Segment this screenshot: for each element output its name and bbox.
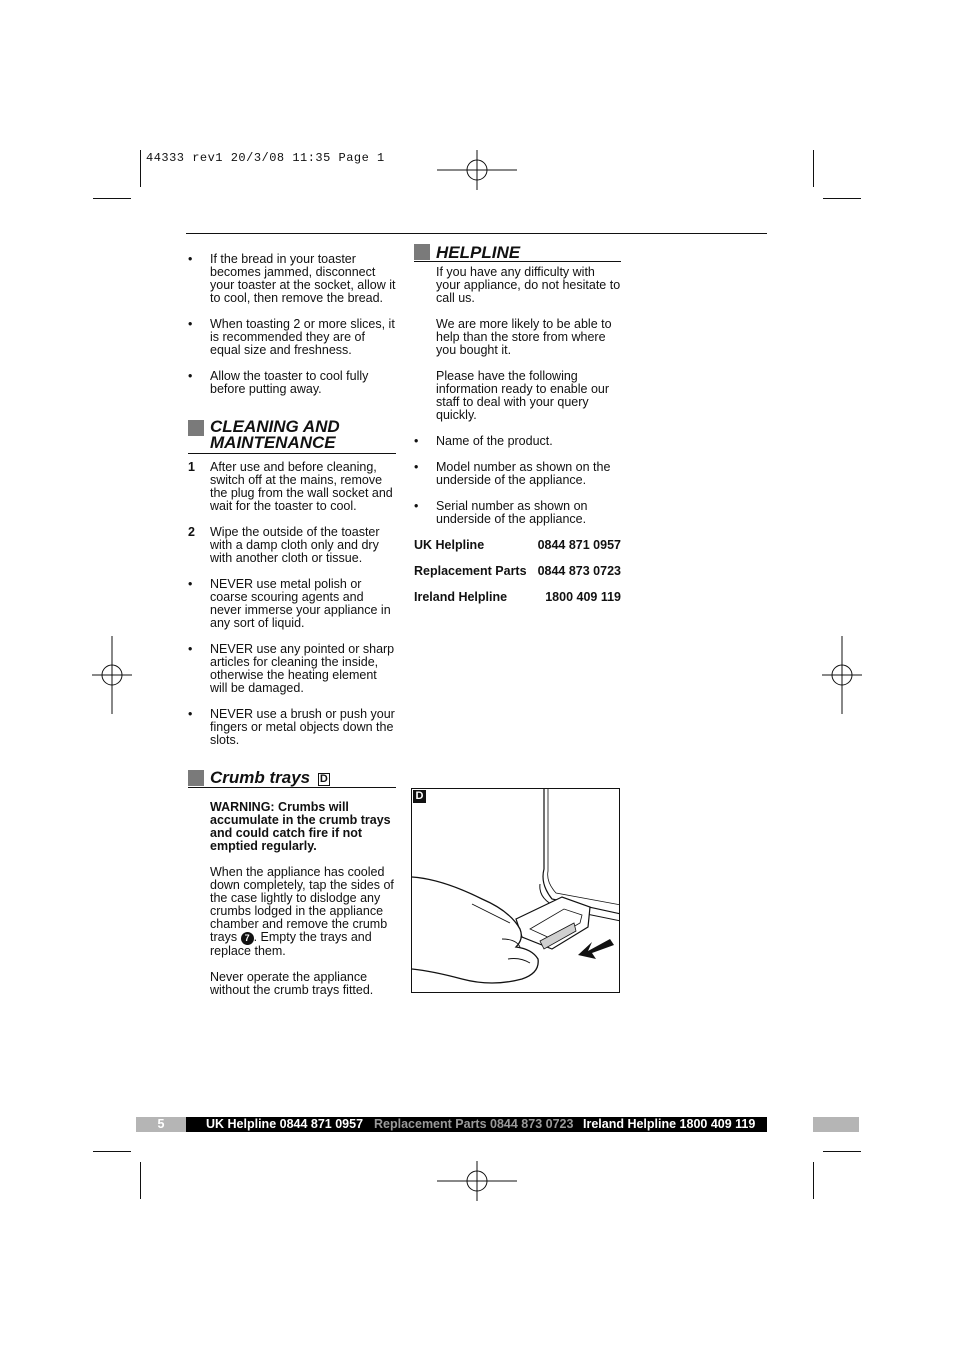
- page-number: 5: [136, 1117, 186, 1132]
- heading-marker: [414, 244, 430, 260]
- crop-mark: [813, 1162, 814, 1199]
- registration-mark-top: [437, 150, 517, 190]
- crop-mark: [823, 1151, 861, 1152]
- section-heading-cleaning: [188, 419, 396, 454]
- helpline-column: [414, 244, 621, 604]
- section-heading-helpline: [414, 244, 621, 262]
- list-item: • When toasting 2 or more slices, it is recommended they are of equal size and freshness.: [188, 317, 395, 357]
- list-item: • NEVER use a brush or push your fingers or metal objects down the slots.: [188, 707, 395, 747]
- heading-marker: [188, 770, 204, 786]
- figure-crumb-tray-removal: [411, 788, 620, 993]
- list-item: • NEVER use metal polish or coarse scouring agents and never immerse your appliance in any sort of liquid.: [188, 577, 391, 630]
- crumb-paragraph: When the appliance has cooled down completely, tap the sides of the case lightly to dislodge any crumbs lodged in the appliance chamber and remove the crumb trays 7 . Empty the trays and replace them.: [210, 865, 394, 958]
- toaster-illustration: [412, 789, 620, 993]
- crop-mark: [93, 198, 131, 199]
- registration-mark-right: [822, 636, 862, 714]
- helpline-number-row: Replacement Parts 0844 873 0723: [414, 564, 621, 578]
- top-rule: [186, 233, 767, 234]
- heading-title: Crumb trays: [210, 768, 311, 787]
- heading-line: MAINTENANCE: [210, 433, 336, 452]
- print-slug: 44333 rev1 20/3/08 11:35 Page 1: [146, 151, 385, 165]
- part-number-badge: 7: [241, 932, 254, 945]
- helpline-paragraph: We are more likely to be able to help than the store from where you bought it.: [436, 317, 612, 357]
- helpline-paragraph: Please have the following information ready to enable our staff to deal with your query quickly.: [436, 369, 610, 422]
- crumb-warning: WARNING: Crumbs will accumulate in the crumb trays and could catch fire if not emptied regularly.: [210, 800, 391, 853]
- left-column: [188, 253, 396, 997]
- list-item: • If the bread in your toaster becomes jammed, disconnect your toaster at the socket, allow it to cool, then remove the bread.: [188, 252, 396, 305]
- helpline-number-row: Ireland Helpline 1800 409 119: [414, 590, 621, 604]
- list-item: • Allow the toaster to cool fully before putting away.: [188, 369, 369, 396]
- list-item: • Name of the product.: [414, 434, 553, 448]
- heading-marker: [188, 420, 204, 436]
- heading-title: HELPLINE: [436, 243, 521, 262]
- figure-label: D: [413, 790, 426, 803]
- list-item: • Model number as shown on the underside of the appliance.: [414, 460, 611, 487]
- crop-mark: [813, 150, 814, 187]
- heading-line: CLEANING AND: [210, 417, 340, 436]
- footer-uk-helpline: UK Helpline 0844 871 0957: [206, 1117, 364, 1131]
- helpline-number-row: UK Helpline 0844 871 0957: [414, 538, 621, 552]
- list-item: • NEVER use any pointed or sharp articles for cleaning the inside, otherwise the heating element will be damaged.: [188, 642, 395, 695]
- footer-helpline-bar: [186, 1117, 767, 1132]
- list-item: 1 After use and before cleaning, switch off at the mains, remove the plug from the wall socket and wait for the toaster to cool.: [188, 460, 393, 513]
- figure-ref-badge: D: [319, 773, 328, 785]
- crop-mark: [140, 1162, 141, 1199]
- registration-mark-left: [92, 636, 132, 714]
- list-item: • Serial number as shown on underside of the appliance.: [414, 499, 588, 526]
- footer-replacement-parts: Replacement Parts 0844 873 0723: [374, 1117, 574, 1131]
- crop-mark: [823, 198, 861, 199]
- list-item: 2 Wipe the outside of the toaster with a damp cloth only and dry with another cloth or tissue.: [188, 525, 380, 565]
- footer-grey-block: [813, 1117, 859, 1132]
- section-heading-crumb-trays: [188, 770, 396, 788]
- crop-mark: [93, 1151, 131, 1152]
- footer-ireland-helpline: Ireland Helpline 1800 409 119: [583, 1117, 756, 1131]
- registration-mark-bottom: [437, 1161, 517, 1201]
- crumb-paragraph: Never operate the appliance without the crumb trays fitted.: [210, 970, 374, 997]
- crop-mark: [140, 150, 141, 187]
- helpline-paragraph: If you have any difficulty with your appliance, do not hesitate to call us.: [436, 265, 621, 305]
